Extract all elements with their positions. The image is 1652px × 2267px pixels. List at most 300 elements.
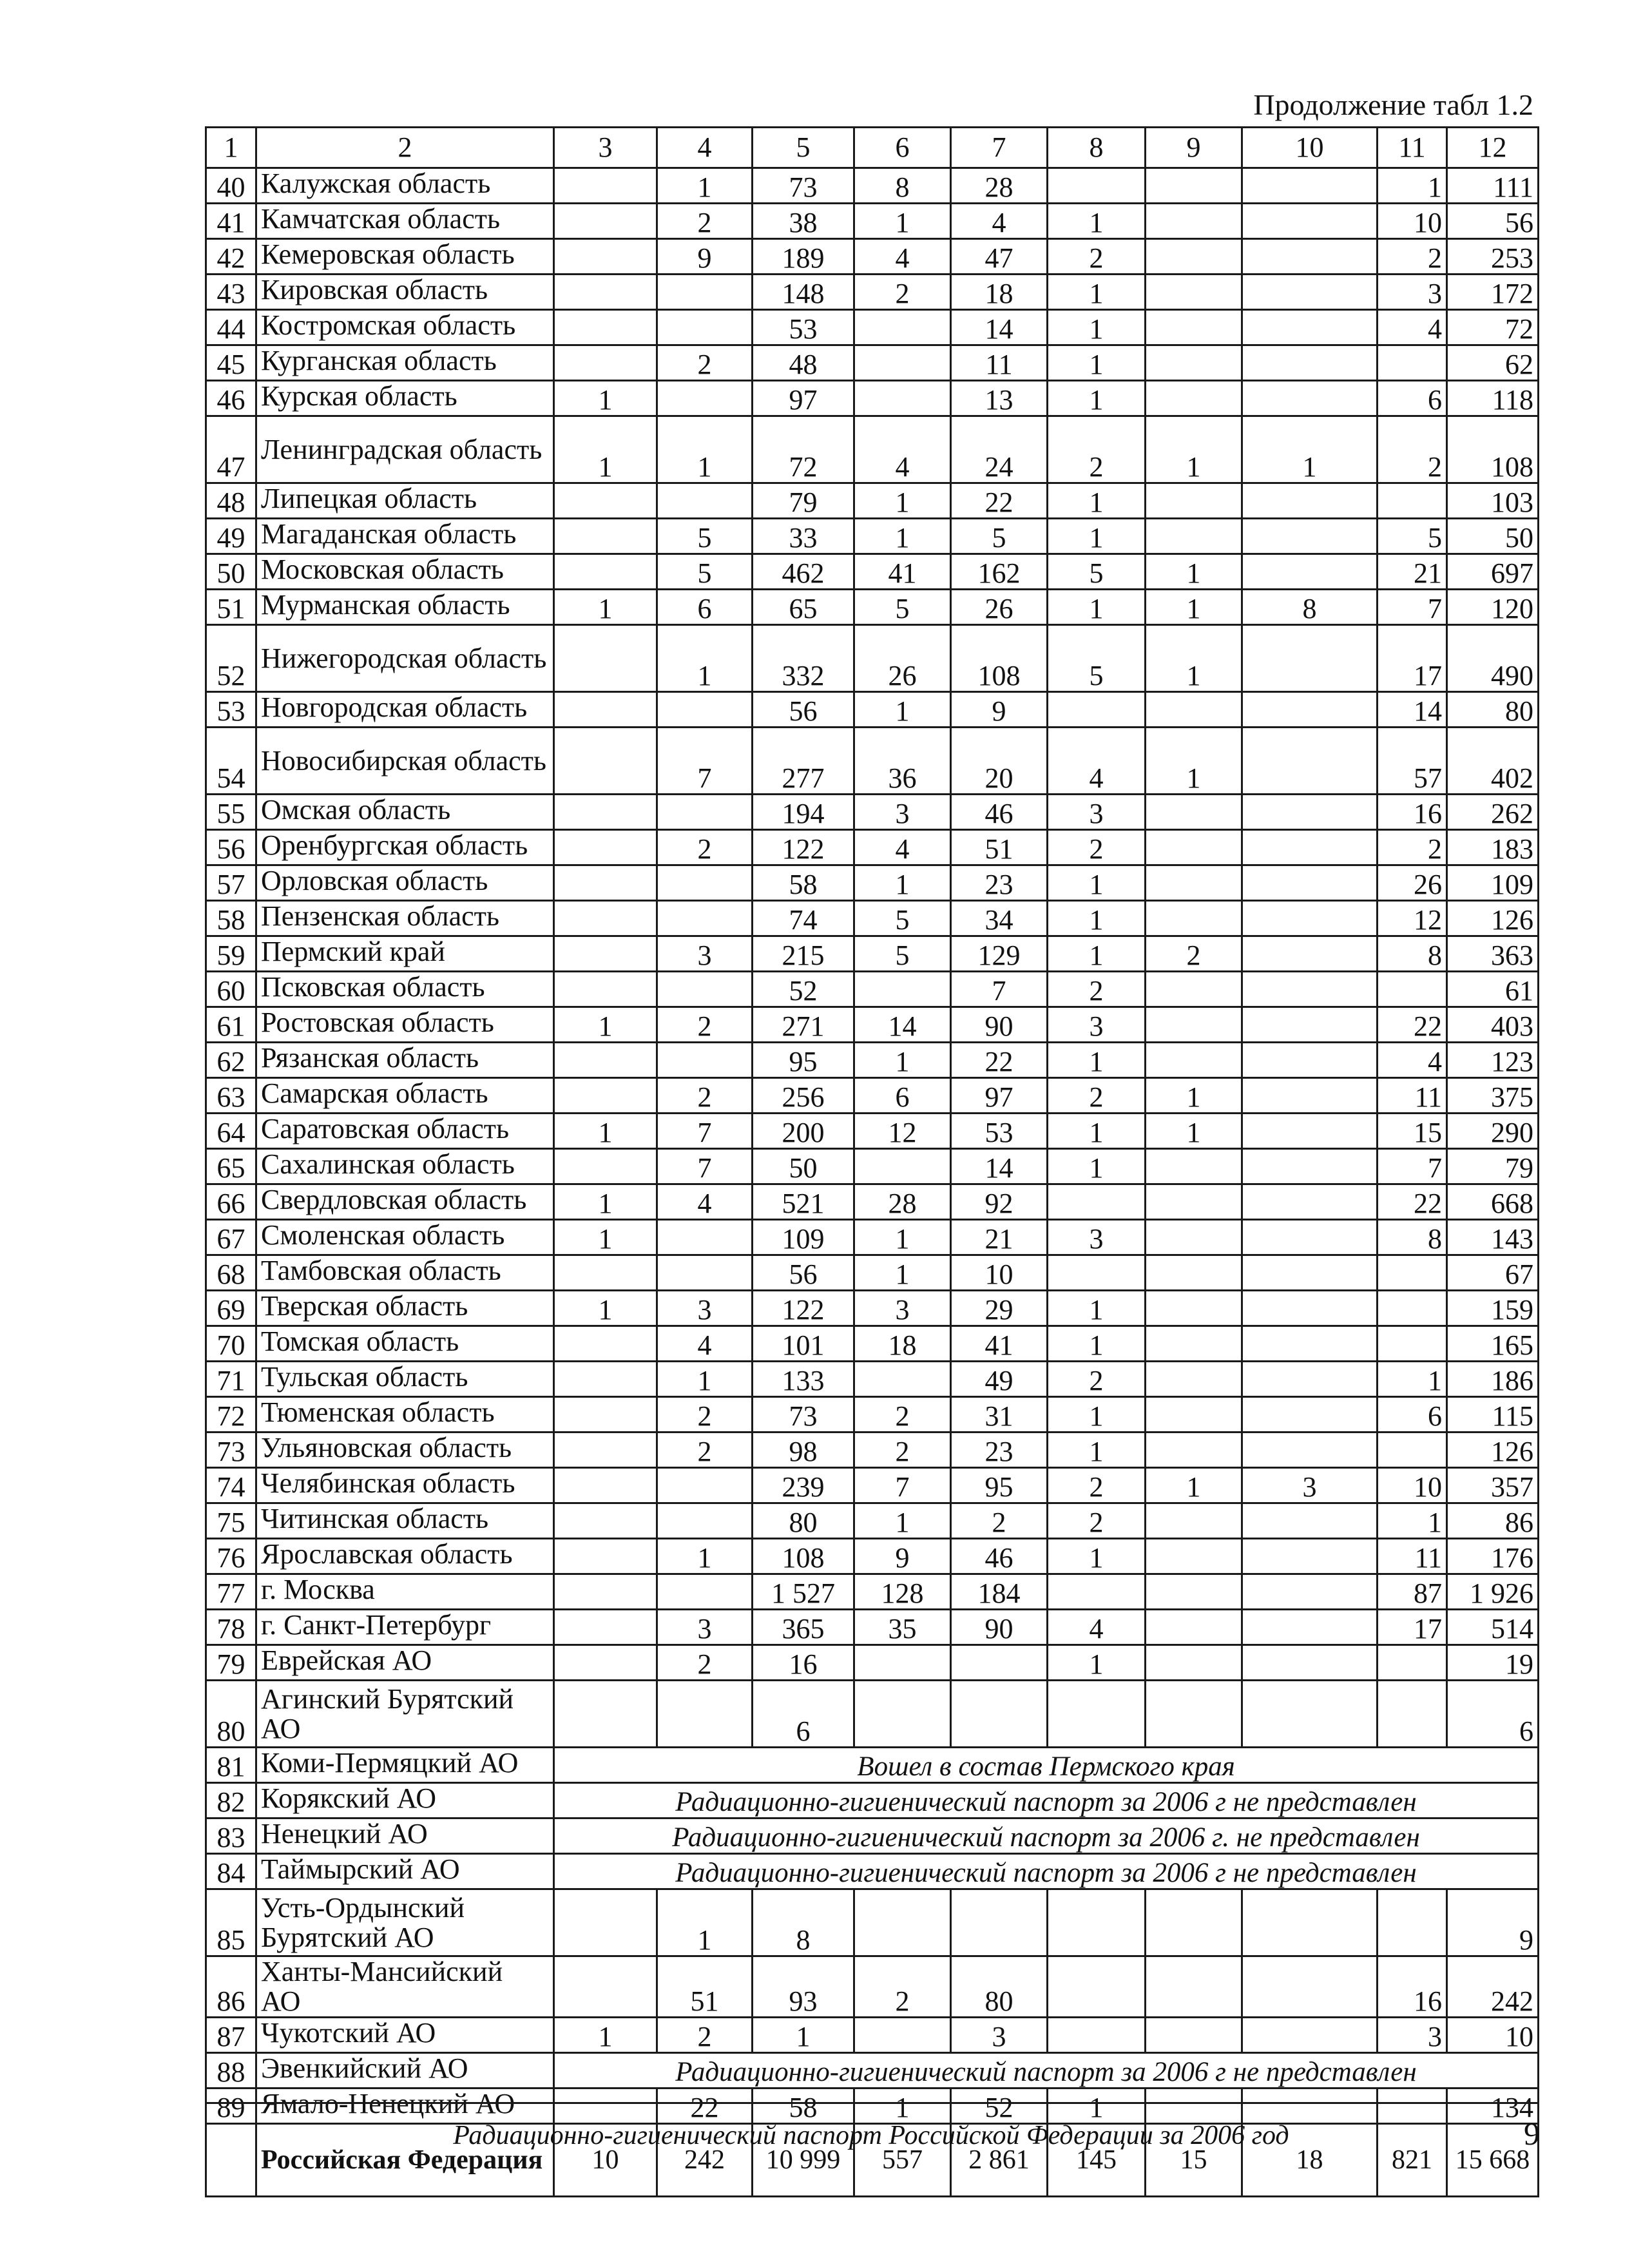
table-cell: 462 xyxy=(753,554,854,590)
table-cell: 2 xyxy=(1048,1362,1146,1397)
table-cell: 11 xyxy=(1378,1078,1447,1114)
table-cell xyxy=(1242,1362,1378,1397)
row-note: Радиационно-гигиенический паспорт за 2006 г не представлен xyxy=(554,1783,1539,1818)
table-cell xyxy=(1242,1220,1378,1255)
total-cell: 821 xyxy=(1378,2124,1447,2197)
table-cell xyxy=(1146,1362,1242,1397)
table-cell xyxy=(1242,381,1378,416)
table-cell: 7 xyxy=(657,1149,753,1184)
table-cell: 10 xyxy=(951,1255,1048,1291)
page-footer: Радиационно-гигиенический паспорт Российской Федерации за 2006 год xyxy=(453,2121,1289,2150)
row-number: 55 xyxy=(206,795,256,830)
row-number: 50 xyxy=(206,554,256,590)
table-cell: 67 xyxy=(1447,1255,1539,1291)
row-number: 49 xyxy=(206,519,256,554)
table-cell: 7 xyxy=(951,972,1048,1007)
table-cell: 1 xyxy=(1146,554,1242,590)
table-cell: 1 xyxy=(554,416,657,483)
table-cell: 1 xyxy=(657,168,753,204)
table-cell xyxy=(1146,1574,1242,1610)
region-name: Липецкая область xyxy=(256,483,554,519)
table-cell: 2 xyxy=(1048,830,1146,865)
total-cell: 10 999 xyxy=(753,2124,854,2197)
table-cell: 271 xyxy=(753,1007,854,1043)
table-cell: 80 xyxy=(1447,692,1539,728)
table-cell: 73 xyxy=(753,168,854,204)
table-cell: 9 xyxy=(657,239,753,275)
table-cell: 5 xyxy=(854,901,951,936)
table-cell xyxy=(1242,239,1378,275)
table-cell xyxy=(1048,2018,1146,2053)
table-cell: 4 xyxy=(1378,310,1447,345)
table-cell xyxy=(1242,1539,1378,1574)
table-cell xyxy=(657,1255,753,1291)
table-cell: 2 xyxy=(854,275,951,310)
table-cell xyxy=(1242,554,1378,590)
table-cell: 58 xyxy=(753,2089,854,2124)
table-cell: 1 xyxy=(854,483,951,519)
table-cell xyxy=(854,1362,951,1397)
table-cell: 1 xyxy=(1048,2089,1146,2124)
table-cell xyxy=(1378,1889,1447,1956)
table-cell: 1 xyxy=(1048,1043,1146,1078)
table-cell: 26 xyxy=(854,625,951,692)
table-cell: 38 xyxy=(753,204,854,239)
table-row xyxy=(206,1854,1539,1889)
table-cell: 1 xyxy=(1242,416,1378,483)
table-cell xyxy=(1242,830,1378,865)
table-cell: 2 xyxy=(1048,1078,1146,1114)
table-cell xyxy=(1048,1184,1146,1220)
table-cell xyxy=(1242,625,1378,692)
table-cell: 79 xyxy=(1447,1149,1539,1184)
row-number: 67 xyxy=(206,1220,256,1255)
table-cell xyxy=(554,1397,657,1433)
table-cell: 184 xyxy=(951,1574,1048,1610)
table-cell: 17 xyxy=(1378,1610,1447,1645)
region-name: Чукотский АО xyxy=(256,2018,554,2053)
table-cell: 6 xyxy=(657,590,753,625)
table-cell xyxy=(1146,345,1242,381)
table-cell: 176 xyxy=(1447,1539,1539,1574)
total-cell: 2 861 xyxy=(951,2124,1048,2197)
table-row xyxy=(206,728,1539,795)
table-cell xyxy=(1242,2089,1378,2124)
table-cell xyxy=(657,1503,753,1539)
table-cell: 2 xyxy=(1378,830,1447,865)
region-name: г. Санкт-Петербург xyxy=(256,1610,554,1645)
table-cell: 2 xyxy=(1048,416,1146,483)
table-cell: 133 xyxy=(753,1362,854,1397)
table-cell xyxy=(657,381,753,416)
row-number: 48 xyxy=(206,483,256,519)
table-cell: 4 xyxy=(1378,1043,1447,1078)
table-cell xyxy=(554,204,657,239)
table-cell xyxy=(1378,1681,1447,1748)
table-row xyxy=(206,936,1539,972)
table-cell xyxy=(1146,168,1242,204)
table-cell: 8 xyxy=(1378,936,1447,972)
column-header: 8 xyxy=(1048,128,1146,168)
table-cell: 14 xyxy=(951,310,1048,345)
region-name: Ульяновская область xyxy=(256,1433,554,1468)
table-cell: 1 xyxy=(1146,590,1242,625)
table-cell: 95 xyxy=(753,1043,854,1078)
table-cell xyxy=(1242,1645,1378,1681)
table-cell xyxy=(951,1645,1048,1681)
table-cell xyxy=(1146,1610,1242,1645)
table-row xyxy=(206,972,1539,1007)
table-cell: 108 xyxy=(753,1539,854,1574)
region-name: Нижегородская область xyxy=(256,625,554,692)
radiation-data-table xyxy=(205,126,1539,2197)
table-cell: 65 xyxy=(753,590,854,625)
table-cell: 22 xyxy=(951,483,1048,519)
table-cell xyxy=(554,830,657,865)
table-cell: 1 xyxy=(1048,1114,1146,1149)
region-name: Агинский Бурятский АО xyxy=(256,1681,554,1748)
table-cell xyxy=(657,972,753,1007)
table-cell: 4 xyxy=(854,239,951,275)
row-number: 45 xyxy=(206,345,256,381)
region-name: Камчатская область xyxy=(256,204,554,239)
table-cell: 1 xyxy=(554,1184,657,1220)
table-cell: 21 xyxy=(1378,554,1447,590)
table-cell xyxy=(1378,972,1447,1007)
table-row xyxy=(206,483,1539,519)
table-cell xyxy=(854,2018,951,2053)
table-cell xyxy=(554,1255,657,1291)
table-row xyxy=(206,1291,1539,1326)
table-cell: 2 xyxy=(657,1433,753,1468)
table-cell: 61 xyxy=(1447,972,1539,1007)
table-cell: 1 xyxy=(1048,1149,1146,1184)
table-cell xyxy=(1242,1078,1378,1114)
table-cell: 57 xyxy=(1378,728,1447,795)
row-number: 65 xyxy=(206,1149,256,1184)
region-name: Тверская область xyxy=(256,1291,554,1326)
table-cell: 165 xyxy=(1447,1326,1539,1362)
table-cell xyxy=(1378,2089,1447,2124)
table-cell: 3 xyxy=(1242,1468,1378,1503)
table-cell: 26 xyxy=(951,590,1048,625)
table-cell: 239 xyxy=(753,1468,854,1503)
table-cell xyxy=(554,1889,657,1956)
region-name: Московская область xyxy=(256,554,554,590)
table-cell: 5 xyxy=(951,519,1048,554)
table-row xyxy=(206,692,1539,728)
table-cell: 28 xyxy=(951,168,1048,204)
total-cell: 145 xyxy=(1048,2124,1146,2197)
row-number: 83 xyxy=(206,1818,256,1854)
table-cell xyxy=(1146,204,1242,239)
table-cell xyxy=(854,1149,951,1184)
table-cell xyxy=(1146,1184,1242,1220)
row-number: 52 xyxy=(206,625,256,692)
table-cell xyxy=(1146,1326,1242,1362)
table-cell xyxy=(1378,483,1447,519)
table-cell: 93 xyxy=(753,1956,854,2018)
row-number: 71 xyxy=(206,1362,256,1397)
table-cell: 51 xyxy=(657,1956,753,2018)
table-cell: 3 xyxy=(1048,1220,1146,1255)
table-cell: 1 xyxy=(657,416,753,483)
table-cell: 2 xyxy=(657,830,753,865)
table-cell xyxy=(1242,1503,1378,1539)
table-row xyxy=(206,2018,1539,2053)
table-cell xyxy=(554,795,657,830)
table-cell: 375 xyxy=(1447,1078,1539,1114)
row-number: 62 xyxy=(206,1043,256,1078)
region-name: Тамбовская область xyxy=(256,1255,554,1291)
table-cell xyxy=(1242,1114,1378,1149)
row-number: 66 xyxy=(206,1184,256,1220)
table-cell: 5 xyxy=(657,554,753,590)
row-number: 61 xyxy=(206,1007,256,1043)
table-cell: 56 xyxy=(1447,204,1539,239)
table-cell xyxy=(1242,1433,1378,1468)
table-cell: 1 xyxy=(1048,865,1146,901)
table-cell: 19 xyxy=(1447,1645,1539,1681)
row-number: 82 xyxy=(206,1783,256,1818)
table-cell: 62 xyxy=(1447,345,1539,381)
table-row xyxy=(206,901,1539,936)
table-cell xyxy=(554,1610,657,1645)
table-row xyxy=(206,625,1539,692)
table-cell: 363 xyxy=(1447,936,1539,972)
table-cell xyxy=(1048,1681,1146,1748)
table-row xyxy=(206,865,1539,901)
region-name: Мурманская область xyxy=(256,590,554,625)
table-cell: 11 xyxy=(951,345,1048,381)
region-name: Ненецкий АО xyxy=(256,1818,554,1854)
table-cell: 46 xyxy=(951,795,1048,830)
table-cell xyxy=(1146,1645,1242,1681)
table-cell: 4 xyxy=(1048,1610,1146,1645)
table-cell: 58 xyxy=(753,865,854,901)
table-cell: 21 xyxy=(951,1220,1048,1255)
table-cell xyxy=(554,1503,657,1539)
table-cell: 1 xyxy=(1048,1539,1146,1574)
table-cell: 90 xyxy=(951,1610,1048,1645)
table-cell: 5 xyxy=(1048,554,1146,590)
table-cell: 2 xyxy=(854,1397,951,1433)
table-cell: 49 xyxy=(951,1362,1048,1397)
table-row xyxy=(206,168,1539,204)
table-cell: 101 xyxy=(753,1326,854,1362)
row-number: 47 xyxy=(206,416,256,483)
table-row xyxy=(206,416,1539,483)
table-cell: 1 926 xyxy=(1447,1574,1539,1610)
row-number: 60 xyxy=(206,972,256,1007)
row-number: 89 xyxy=(206,2089,256,2124)
table-cell: 186 xyxy=(1447,1362,1539,1397)
table-cell: 1 xyxy=(657,625,753,692)
row-note: Вошел в состав Пермского края xyxy=(554,1748,1539,1783)
table-cell: 24 xyxy=(951,416,1048,483)
table-cell: 3 xyxy=(1378,275,1447,310)
table-cell: 1 xyxy=(1048,519,1146,554)
table-cell: 122 xyxy=(753,830,854,865)
table-cell: 2 xyxy=(1048,1503,1146,1539)
table-cell: 1 xyxy=(854,204,951,239)
row-number: 59 xyxy=(206,936,256,972)
table-cell xyxy=(1146,865,1242,901)
table-cell: 1 xyxy=(1048,204,1146,239)
table-row xyxy=(206,1681,1539,1748)
table-cell: 1 xyxy=(554,1007,657,1043)
table-cell: 1 xyxy=(657,1889,753,1956)
region-name: Магаданская область xyxy=(256,519,554,554)
table-cell xyxy=(1242,2018,1378,2053)
table-cell: 3 xyxy=(1048,1007,1146,1043)
region-name: Ярославская область xyxy=(256,1539,554,1574)
table-row xyxy=(206,310,1539,345)
table-cell: 1 xyxy=(554,381,657,416)
table-cell: 2 xyxy=(657,204,753,239)
row-number: 68 xyxy=(206,1255,256,1291)
table-cell xyxy=(657,1681,753,1748)
region-name: Оренбургская область xyxy=(256,830,554,865)
table-cell: 109 xyxy=(753,1220,854,1255)
region-name: Челябинская область xyxy=(256,1468,554,1503)
table-cell: 5 xyxy=(1048,625,1146,692)
column-header: 3 xyxy=(554,128,657,168)
table-cell xyxy=(1048,168,1146,204)
region-name: Новосибирская область xyxy=(256,728,554,795)
table-cell: 1 xyxy=(657,1539,753,1574)
table-cell: 53 xyxy=(951,1114,1048,1149)
table-cell: 98 xyxy=(753,1433,854,1468)
table-cell xyxy=(1146,2018,1242,2053)
table-cell: 8 xyxy=(1378,1220,1447,1255)
table-cell xyxy=(1146,483,1242,519)
region-name: Курская область xyxy=(256,381,554,416)
table-cell: 1 527 xyxy=(753,1574,854,1610)
total-cell: 10 xyxy=(554,2124,657,2197)
table-cell: 6 xyxy=(1378,1397,1447,1433)
table-cell: 1 xyxy=(854,1255,951,1291)
table-cell xyxy=(1242,972,1378,1007)
row-number: 73 xyxy=(206,1433,256,1468)
table-cell: 1 xyxy=(1048,345,1146,381)
table-cell: 3 xyxy=(657,1291,753,1326)
table-cell: 17 xyxy=(1378,625,1447,692)
table-cell: 332 xyxy=(753,625,854,692)
table-cell: 1 xyxy=(854,1503,951,1539)
page-number: 9 xyxy=(1524,2116,1540,2152)
table-cell: 41 xyxy=(854,554,951,590)
table-cell: 3 xyxy=(854,1291,951,1326)
row-number: 64 xyxy=(206,1114,256,1149)
table-cell xyxy=(1242,519,1378,554)
table-cell xyxy=(657,483,753,519)
table-cell: 28 xyxy=(854,1184,951,1220)
table-cell: 1 xyxy=(657,1362,753,1397)
table-cell xyxy=(1146,1007,1242,1043)
table-cell xyxy=(1146,1539,1242,1574)
table-cell: 143 xyxy=(1447,1220,1539,1255)
table-cell xyxy=(1146,1681,1242,1748)
row-number: 51 xyxy=(206,590,256,625)
table-cell: 118 xyxy=(1447,381,1539,416)
table-cell: 159 xyxy=(1447,1291,1539,1326)
table-cell: 1 xyxy=(554,2018,657,2053)
table-row xyxy=(206,1818,1539,1854)
region-name: Пензенская область xyxy=(256,901,554,936)
table-cell xyxy=(1146,692,1242,728)
table-row xyxy=(206,1610,1539,1645)
table-cell xyxy=(1242,483,1378,519)
table-cell xyxy=(1242,795,1378,830)
table-cell: 108 xyxy=(1447,416,1539,483)
region-name: Калужская область xyxy=(256,168,554,204)
table-row xyxy=(206,1220,1539,1255)
table-cell: 14 xyxy=(951,1149,1048,1184)
region-name: Сахалинская область xyxy=(256,1149,554,1184)
table-cell xyxy=(1146,1291,1242,1326)
row-note: Радиационно-гигиенический паспорт за 2006 г не представлен xyxy=(554,2053,1539,2089)
table-cell xyxy=(1146,901,1242,936)
table-cell: 1 xyxy=(1378,168,1447,204)
table-cell: 10 xyxy=(1378,204,1447,239)
table-cell: 1 xyxy=(1048,275,1146,310)
table-cell: 95 xyxy=(951,1468,1048,1503)
table-cell: 90 xyxy=(951,1007,1048,1043)
region-name: Эвенкийский АО xyxy=(256,2053,554,2089)
table-cell: 122 xyxy=(753,1291,854,1326)
table-cell: 357 xyxy=(1447,1468,1539,1503)
table-cell xyxy=(1242,901,1378,936)
table-cell xyxy=(1242,728,1378,795)
table-cell: 7 xyxy=(1378,1149,1447,1184)
table-cell xyxy=(1146,1149,1242,1184)
table-cell xyxy=(1242,1889,1378,1956)
table-cell xyxy=(554,1149,657,1184)
table-cell: 23 xyxy=(951,865,1048,901)
table-cell: 4 xyxy=(951,204,1048,239)
table-cell: 87 xyxy=(1378,1574,1447,1610)
column-header: 7 xyxy=(951,128,1048,168)
table-row xyxy=(206,1783,1539,1818)
table-cell xyxy=(554,1433,657,1468)
table-cell xyxy=(554,345,657,381)
table-cell xyxy=(657,692,753,728)
table-cell xyxy=(854,972,951,1007)
region-name: Пермский край xyxy=(256,936,554,972)
table-cell: 4 xyxy=(657,1184,753,1220)
table-cell: 52 xyxy=(951,2089,1048,2124)
row-number: 54 xyxy=(206,728,256,795)
row-number: 44 xyxy=(206,310,256,345)
table-cell xyxy=(1146,310,1242,345)
table-body xyxy=(206,128,1539,2197)
table-cell: 490 xyxy=(1447,625,1539,692)
row-number: 69 xyxy=(206,1291,256,1326)
table-cell: 8 xyxy=(753,1889,854,1956)
table-cell xyxy=(554,1326,657,1362)
table-cell: 20 xyxy=(951,728,1048,795)
table-cell: 18 xyxy=(854,1326,951,1362)
table-cell xyxy=(1242,310,1378,345)
table-cell xyxy=(554,865,657,901)
table-cell: 1 xyxy=(1378,1362,1447,1397)
row-number: 76 xyxy=(206,1539,256,1574)
table-cell: 1 xyxy=(1048,590,1146,625)
table-cell xyxy=(554,972,657,1007)
table-cell: 73 xyxy=(753,1397,854,1433)
table-cell: 9 xyxy=(951,692,1048,728)
